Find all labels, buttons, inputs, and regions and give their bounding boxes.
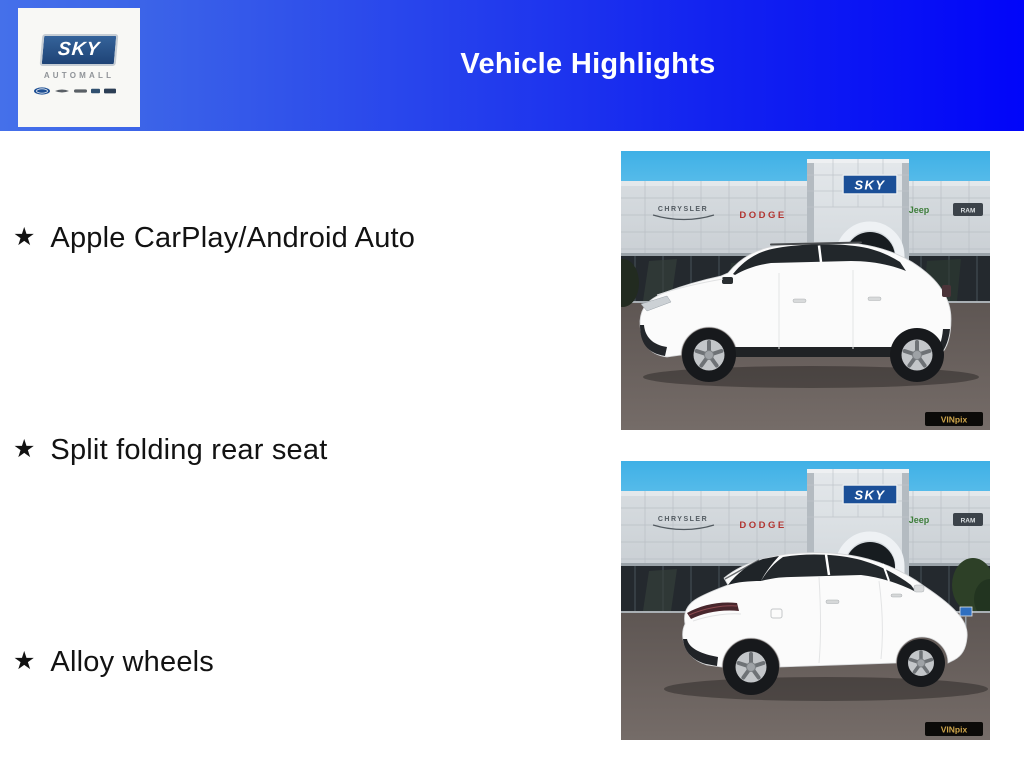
jeep-icon [91, 89, 100, 93]
header-band [0, 0, 1024, 131]
small-road-sign [960, 607, 972, 616]
page-title: Vehicle Highlights [460, 48, 716, 80]
svg-text:VINpix: VINpix [940, 414, 968, 425]
alloy-wheel [897, 639, 945, 687]
alloy-wheel [890, 328, 944, 382]
highlight-item-alloy-wheels [13, 646, 214, 679]
chrysler-sign-text: CHRYSLER [657, 516, 709, 523]
vehicle-photo-side [621, 151, 990, 430]
dodge-sign-text: DODGE [739, 520, 787, 531]
highlight-label: Apple CarPlay/Android Auto [50, 222, 416, 254]
dealership-sky-sign-text: SKY [854, 177, 886, 193]
alloy-wheel [682, 328, 736, 382]
sky-logo-text: SKY [57, 39, 101, 60]
automall-label: AUTOMALL [43, 71, 115, 80]
alloy-wheel [723, 639, 779, 695]
photo-watermark [925, 412, 983, 426]
star-bullet-icon: ★ [13, 647, 36, 675]
brand-logos-row [33, 83, 125, 101]
jeep-sign-text: Jeep [908, 515, 930, 525]
chrysler-sign-text: CHRYSLER [657, 206, 709, 213]
highlight-label: Alloy wheels [50, 646, 215, 678]
dodge-sign-text: DODGE [739, 210, 787, 221]
highlight-item-rear-seat [13, 434, 327, 467]
star-bullet-icon: ★ [13, 223, 36, 251]
jeep-sign-text: Jeep [908, 205, 930, 215]
photo-watermark [925, 722, 983, 736]
dodge-icon [74, 89, 87, 92]
star-bullet-icon: ★ [13, 435, 36, 463]
chrysler-wing-icon [55, 90, 69, 93]
ram-sign-text: RAM [960, 517, 976, 525]
dealership-sky-sign-text: SKY [854, 487, 886, 503]
highlight-label: Split folding rear seat [50, 434, 328, 466]
sky-logo-badge [40, 34, 119, 66]
svg-text:VINpix: VINpix [940, 724, 968, 735]
highlight-item-carplay [13, 222, 415, 255]
ram-icon [104, 89, 116, 94]
dealer-logo-card [18, 8, 140, 127]
ram-sign-text: RAM [960, 207, 976, 215]
vehicle-photo-rear-quarter [621, 461, 990, 740]
